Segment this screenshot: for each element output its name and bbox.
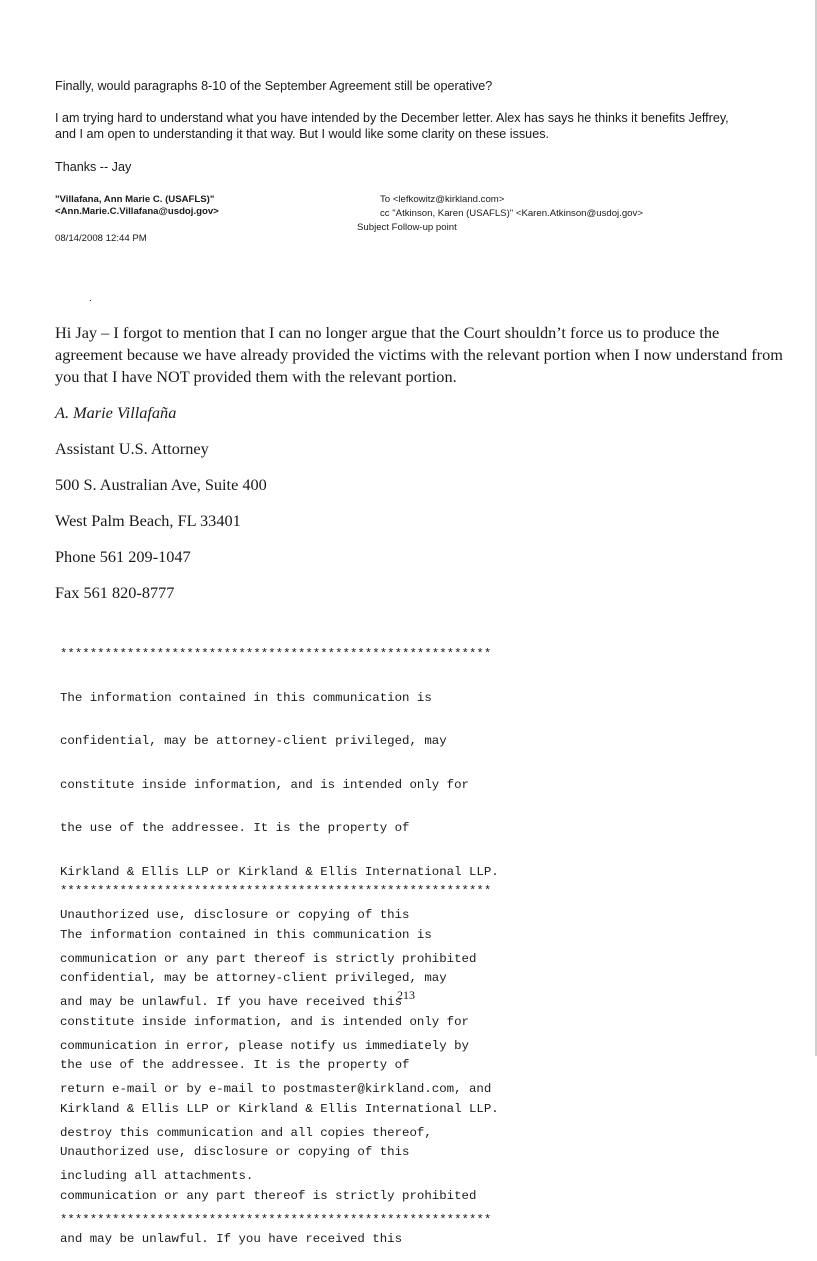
header-to: [380, 194, 504, 206]
signature-city: West Palm Beach, FL 33401: [55, 511, 241, 530]
header-subject-label: Subject: [357, 222, 389, 233]
disclaimer-2-line: communication or any part thereof is strictly prohibited: [60, 1188, 477, 1203]
disclaimer-1-line: Kirkland & Ellis LLP or Kirkland & Ellis International LLP.: [60, 864, 499, 879]
header-from-email: <Ann.Marie.C.Villafana@usdoj.gov>: [55, 206, 219, 217]
disclaimer-2-line: The information contained in this communication is: [60, 927, 432, 942]
header-cc-value: "Atkinson, Karen (USAFLS)" <Karen.Atkinson@usdoj.gov>: [392, 208, 643, 219]
header-cc: [380, 208, 643, 220]
disclaimer-1-border-bottom: **********************************************************: [60, 1212, 492, 1227]
intro-paragraph-2-line-1: I am trying hard to understand what you have intended by the December letter. Alex has says he thinks it benefits Jeffrey,: [55, 111, 729, 125]
disclaimer-2: [60, 855, 499, 1261]
disclaimer-2-line: Unauthorized use, disclosure or copying of this: [60, 1145, 410, 1159]
disclaimer-1-border-top: **********************************************************: [60, 647, 492, 661]
header-from: [55, 194, 219, 218]
intro-paragraph-2: [55, 110, 729, 142]
message-body: [55, 322, 783, 388]
disclaimer-1-line: the use of the addressee. It is the property of: [60, 821, 410, 835]
signature-name: A. Marie Villafaña: [55, 403, 177, 422]
intro-line-1: Finally, would paragraphs 8-10 of the September Agreement still be operative?: [55, 79, 493, 93]
disclaimer-1-line: confidential, may be attorney-client privileged, may: [60, 734, 447, 748]
page-number: 213: [397, 988, 415, 1002]
disclaimer-1-line: and may be unlawful. If you have received this: [60, 995, 403, 1009]
header-subject-value: Follow-up point: [391, 222, 457, 233]
intro-paragraph-2-line-2: and I am open to understanding it that way. But I would like some clarity on these issues.: [55, 127, 549, 141]
stray-dot: .: [89, 293, 92, 304]
header-cc-label: cc: [380, 208, 390, 219]
disclaimer-1-line: Unauthorized use, disclosure or copying of this: [60, 908, 410, 922]
disclaimer-2-line: confidential, may be attorney-client privileged, may: [60, 971, 447, 985]
header-to-value: <lefkowitz@kirkland.com>: [392, 194, 505, 205]
signature-title: Assistant U.S. Attorney: [55, 439, 209, 458]
disclaimer-1-line: return e-mail or by e-mail to postmaster@kirkland.com, and: [60, 1082, 492, 1096]
disclaimer-1-line: The information contained in this communication is: [60, 690, 432, 705]
header-to-label: To: [380, 194, 391, 205]
disclaimer-1-line: destroy this communication and all copies thereof,: [60, 1125, 432, 1140]
header-from-name: "Villafana, Ann Marie C. (USAFLS)": [55, 194, 215, 205]
disclaimer-1-line: communication in error, please notify us immediately by: [60, 1038, 469, 1053]
disclaimer-2-line: the use of the addressee. It is the property of: [60, 1058, 410, 1072]
message-line-3: you that I have NOT provided them with the relevant portion.: [55, 367, 457, 386]
disclaimer-2-border-top: **********************************************************: [60, 884, 492, 898]
header-subject: [357, 222, 457, 234]
disclaimer-1-line: constitute inside information, and is intended only for: [60, 777, 469, 792]
intro-signoff: Thanks -- Jay: [55, 160, 132, 174]
disclaimer-2-line: constitute inside information, and is intended only for: [60, 1014, 469, 1029]
disclaimer-1-line: including all attachments.: [60, 1169, 254, 1183]
signature-address: 500 S. Australian Ave, Suite 400: [55, 475, 267, 494]
message-line-1: Hi Jay – I forgot to mention that I can no longer argue that the Court shouldn’t force us to produce the: [55, 323, 720, 342]
message-line-2: agreement because we have already provided the victims with the relevant portion when I now understand from: [55, 345, 783, 364]
signature-fax: Fax 561 820-8777: [55, 583, 175, 602]
header-date: 08/14/2008 12:44 PM: [55, 233, 147, 244]
signature-phone: Phone 561 209-1047: [55, 547, 191, 566]
disclaimer-2-line: and may be unlawful. If you have received this: [60, 1232, 403, 1246]
disclaimer-1-line: communication or any part thereof is strictly prohibited: [60, 951, 477, 966]
disclaimer-2-line: Kirkland & Ellis LLP or Kirkland & Ellis International LLP.: [60, 1101, 499, 1116]
